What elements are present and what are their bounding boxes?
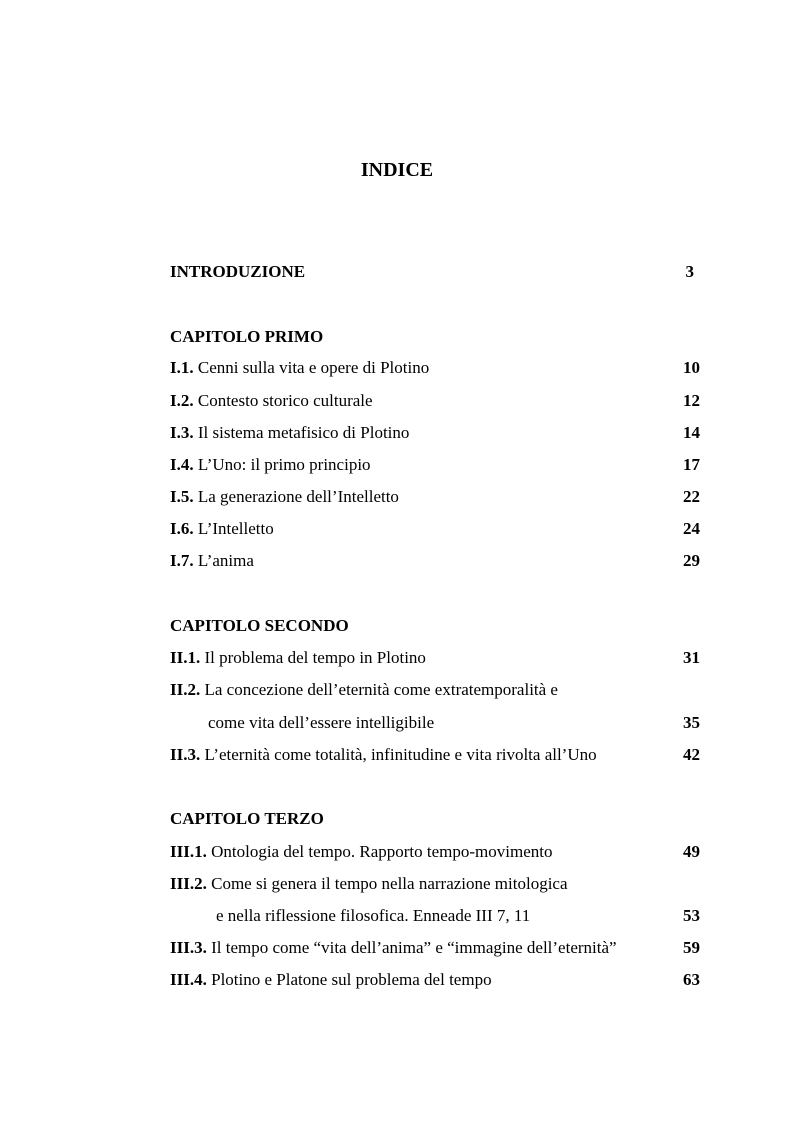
toc-entry-title: Plotino e Platone sul problema del tempo [211, 970, 492, 989]
toc-entry[interactable] [170, 422, 700, 444]
toc-page-number: 31 [683, 648, 700, 667]
toc-entry-title: Come si genera il tempo nella narrazione mitologica [211, 874, 568, 893]
toc-page-number: 14 [683, 423, 700, 442]
toc-entry[interactable] [170, 454, 700, 476]
toc-entry-number: II.1. [170, 648, 201, 667]
toc-page-number: 3 [685, 262, 694, 281]
toc-entry-title: Cenni sulla vita e opere di Plotino [197, 358, 430, 377]
toc-page-number: 53 [683, 906, 700, 925]
chapter-heading: CAPITOLO SECONDO [170, 616, 349, 635]
toc-page-number: 17 [683, 455, 700, 474]
toc-entry-number: III.2. [170, 874, 207, 893]
toc-entry[interactable] [170, 937, 700, 959]
toc-entry[interactable] [170, 550, 700, 572]
toc-entry-title-continued: come vita dell’essere intelligibile [208, 713, 435, 732]
toc-entry-title: La generazione dell’Intelletto [197, 487, 399, 506]
toc-entry-title: Il tempo come “vita dell’anima” e “immagine dell’eternità” [211, 938, 617, 957]
page-title: INDICE [360, 159, 434, 181]
toc-entry-title: L’Intelletto [197, 519, 274, 538]
toc-page-number: 12 [683, 391, 700, 410]
toc-entry-number: III.3. [170, 938, 207, 957]
toc-page-number: 10 [683, 358, 700, 377]
toc-page-number: 24 [683, 519, 700, 538]
toc-entry-number: II.2. [170, 680, 201, 699]
toc-entry[interactable] [170, 679, 700, 701]
toc-entry[interactable] [170, 841, 700, 863]
toc-entry-title: Il sistema metafisico di Plotino [197, 423, 410, 442]
toc-entry-number: I.2. [170, 391, 194, 410]
toc-entry[interactable] [170, 390, 700, 412]
toc-entry-title: Ontologia del tempo. Rapporto tempo-movimento [211, 842, 553, 861]
toc-entry-title: Contesto storico culturale [197, 391, 373, 410]
toc-entry-number: III.4. [170, 970, 207, 989]
toc-entry[interactable] [170, 518, 700, 540]
toc-entry-number: III.1. [170, 842, 207, 861]
toc-entry[interactable] [170, 873, 700, 895]
toc-entry-title: L’eternità come totalità, infinitudine e vita rivolta all’Uno [204, 745, 597, 764]
toc-entry-number: I.1. [170, 358, 194, 377]
toc-page-number: 49 [683, 842, 700, 861]
toc-entry[interactable] [170, 357, 700, 379]
toc-page-number: 22 [683, 487, 700, 506]
toc-page-number: 35 [683, 713, 700, 732]
toc-entry-number: I.3. [170, 423, 194, 442]
toc-entry-continuation[interactable] [170, 712, 700, 734]
toc-entry-title: Il problema del tempo in Plotino [204, 648, 426, 667]
chapter-heading: CAPITOLO TERZO [170, 809, 324, 828]
toc-entry-title: La concezione dell’eternità come extratemporalità e [204, 680, 558, 699]
toc-entry[interactable] [170, 744, 700, 766]
toc-entry[interactable] [170, 647, 700, 669]
toc-entry-number: II.3. [170, 745, 201, 764]
toc-page-number: 59 [683, 938, 700, 957]
toc-entry-title-continued: e nella riflessione filosofica. Enneade III 7, 11 [216, 906, 531, 925]
toc-page-number: 42 [683, 745, 700, 764]
toc-entry-number: I.5. [170, 487, 194, 506]
toc-entry[interactable] [170, 969, 700, 991]
toc-page-number: 63 [683, 970, 700, 989]
toc-entry-number: I.4. [170, 455, 194, 474]
toc-entry[interactable] [170, 486, 700, 508]
toc-page-number: 29 [683, 551, 700, 570]
toc-intro[interactable] [170, 261, 700, 283]
toc-entry-continuation[interactable] [170, 905, 700, 927]
toc-entry-title: L’Uno: il primo principio [197, 455, 371, 474]
toc-entry-number: I.6. [170, 519, 194, 538]
toc-entry-title: L’anima [197, 551, 254, 570]
toc-entry-number: I.7. [170, 551, 194, 570]
chapter-heading: CAPITOLO PRIMO [170, 327, 324, 346]
toc-intro-label: INTRODUZIONE [170, 262, 306, 281]
